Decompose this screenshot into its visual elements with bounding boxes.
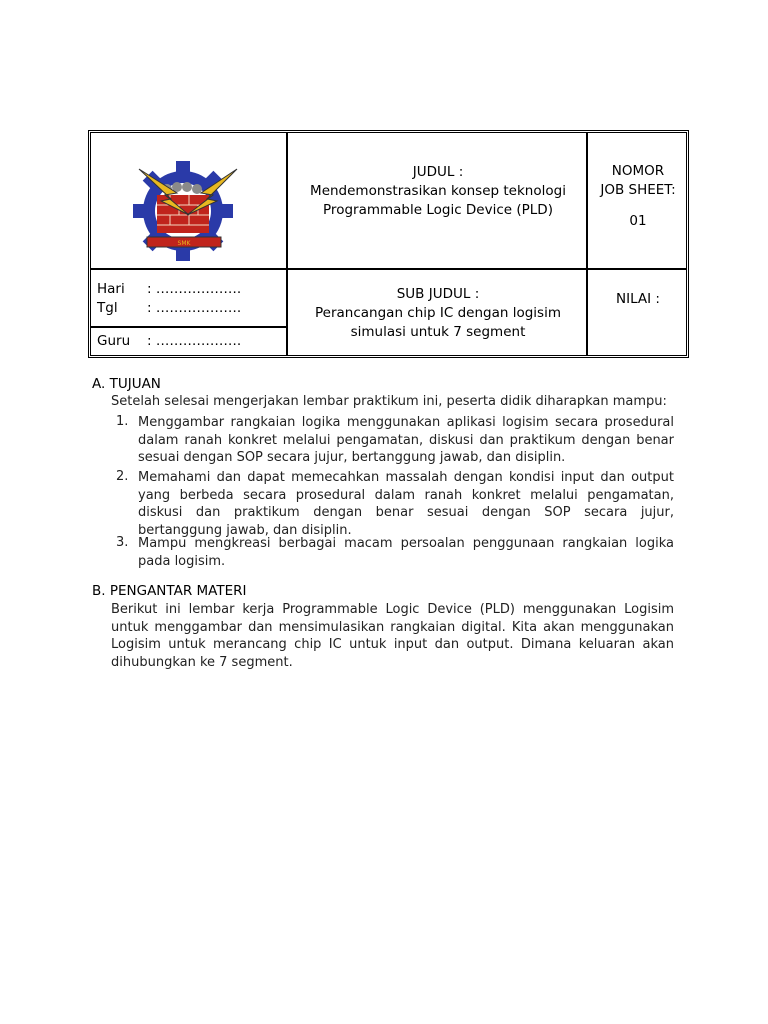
sub-judul-label: SUB JUDUL : xyxy=(396,286,480,302)
list-item: Memahami dan dapat memecahkan massalah dengan kondisi input dan output yang berbeda secara prosedural dalam ranah konkret melalui pengamatan, diskusi dan praktikum dengan benar sesuai dengan SOP secara jujur, bertanggung jawab, dan disiplin. xyxy=(138,470,674,538)
tgl-field: : ………………. xyxy=(147,300,242,316)
guru-row xyxy=(97,333,241,349)
section-title: A. TUJUAN xyxy=(92,376,161,392)
school-logo xyxy=(91,133,287,269)
jobsheet-number: 01 xyxy=(629,213,647,229)
sub-judul-block xyxy=(289,285,587,342)
pengantar-text: Berikut ini lembar kerja Programmable Logic Device (PLD) menggunakan Logisim untuk menggambar dan mensimulasikan rangkaian digital. Kita akan menggunakan Logisim untuk merancang chip IC untuk input dan output. Dimana keluaran akan dihubungkan ke 7 segment. xyxy=(111,602,674,670)
header-table xyxy=(88,130,689,358)
judul-line: Mendemonstrasikan konsep teknologi xyxy=(310,183,566,199)
hari-field: : ………………. xyxy=(147,281,242,297)
nomor-block xyxy=(589,162,687,231)
sub-judul-line: simulasi untuk 7 segment xyxy=(350,324,526,340)
list-number: 2. xyxy=(116,469,129,484)
tujuan-intro: Setelah selesai mengerjakan lembar praktikum ini, peserta didik diharapkan mampu: xyxy=(111,394,667,409)
svg-text:SMK: SMK xyxy=(177,240,191,247)
guru-label: Guru xyxy=(97,333,131,349)
guru-field: : ………………. xyxy=(147,333,242,349)
nilai-label: NILAI : xyxy=(616,291,660,307)
nomor-label: NOMOR xyxy=(611,163,665,179)
judul-line: Programmable Logic Device (PLD) xyxy=(323,202,553,218)
judul-label: JUDUL : xyxy=(412,164,464,180)
list-number: 3. xyxy=(116,535,129,550)
date-block xyxy=(97,280,241,318)
list-item: Menggambar rangkaian logika menggunakan aplikasi logisim secara prosedural dalam ranah konkret melalui pengamatan, diskusi dan praktikum dengan benar sesuai dengan SOP secara jujur, bertanggung jawab, dan disiplin. xyxy=(138,415,674,465)
tgl-label: Tgl xyxy=(97,300,118,316)
section-title: B. PENGANTAR MATERI xyxy=(92,583,247,599)
divider xyxy=(91,326,287,328)
jobsheet-label: JOB SHEET: xyxy=(600,182,676,198)
title-block xyxy=(289,163,587,220)
list-number: 1. xyxy=(116,414,129,429)
sub-judul-line: Perancangan chip IC dengan logisim xyxy=(315,305,561,321)
hari-label: Hari xyxy=(97,281,125,297)
list-item: Mampu mengkreasi berbagai macam persoalan penggunaan rangkaian logika pada logisim. xyxy=(138,536,674,569)
